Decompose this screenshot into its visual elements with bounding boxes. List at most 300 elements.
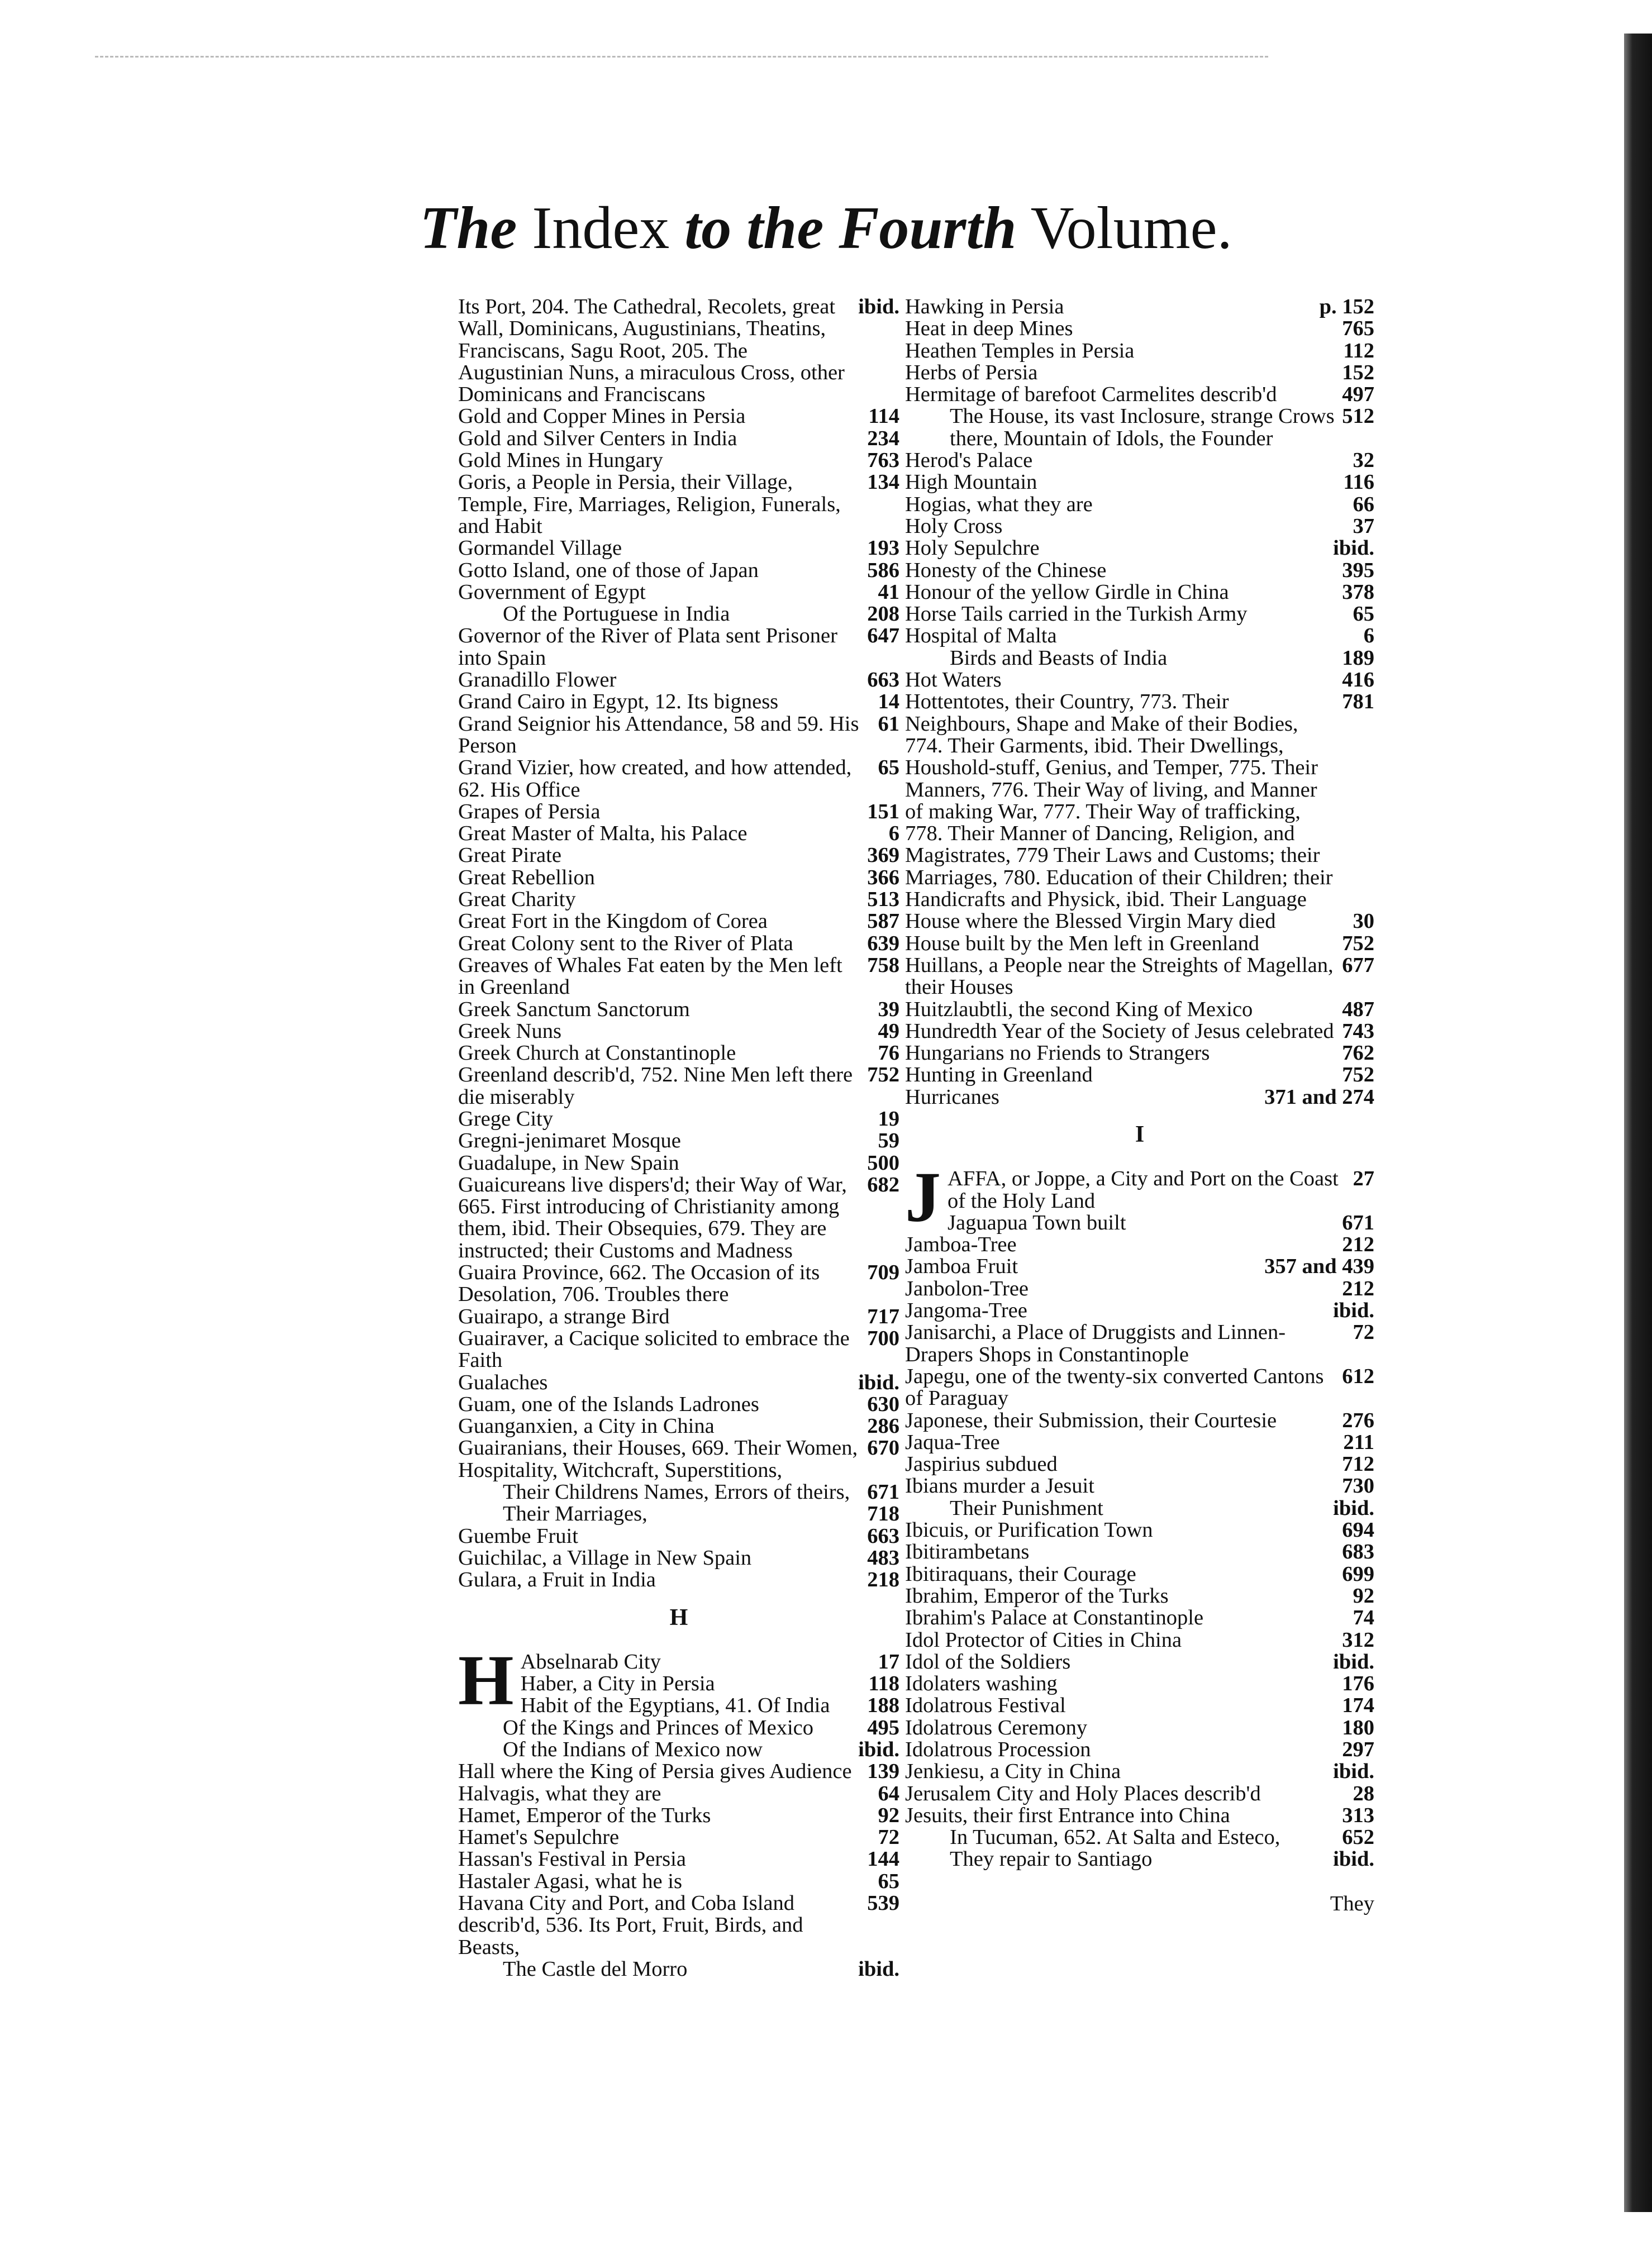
entry-page: ibid. bbox=[1333, 1847, 1374, 1871]
entry-text: Heat in deep Mines bbox=[905, 317, 1073, 341]
entry-page: 357 and 439 bbox=[1264, 1255, 1374, 1279]
index-entry bbox=[905, 560, 1374, 582]
entry-page: 276 bbox=[1342, 1408, 1374, 1432]
entry-text: Honesty of the Chinese bbox=[905, 558, 1107, 582]
index-entry bbox=[905, 1475, 1374, 1497]
entry-text: Honour of the yellow Girdle in China bbox=[905, 580, 1229, 604]
index-entry bbox=[458, 757, 899, 801]
entry-text: Idol of the Soldiers bbox=[905, 1650, 1071, 1674]
section-i bbox=[905, 1157, 1374, 1871]
index-entry bbox=[905, 471, 1374, 493]
index-entry bbox=[458, 1064, 899, 1108]
entry-page: 6 bbox=[888, 822, 899, 846]
entry-page: 483 bbox=[867, 1546, 899, 1570]
index-entry bbox=[905, 516, 1374, 537]
entry-page: 694 bbox=[1342, 1518, 1374, 1542]
index-entry bbox=[458, 999, 899, 1021]
index-entry bbox=[905, 1086, 1374, 1108]
entry-page: 663 bbox=[867, 1524, 899, 1548]
entry-text: Guichilac, a Village in New Spain bbox=[458, 1546, 752, 1570]
index-entry bbox=[905, 933, 1374, 955]
entry-text: Guembe Fruit bbox=[458, 1524, 578, 1548]
index-entry bbox=[905, 1585, 1374, 1607]
entry-text: Hall where the King of Persia gives Audience bbox=[458, 1760, 852, 1784]
index-entry bbox=[948, 1168, 1374, 1212]
entry-page: 14 bbox=[878, 690, 899, 714]
index-entry bbox=[905, 625, 1374, 647]
index-entry bbox=[905, 406, 1374, 450]
section-letter-i: I bbox=[1135, 1121, 1145, 1147]
entry-page: 369 bbox=[867, 843, 899, 868]
entry-text: Great Rebellion bbox=[458, 865, 595, 889]
entry-text: Goris, a People in Persia, their Village, Temple, Fire, Marriages, Religion, Funerals, and Habit bbox=[458, 470, 841, 538]
entry-page: 700 bbox=[867, 1326, 899, 1350]
entry-text: Guairapo, a strange Bird bbox=[458, 1304, 670, 1328]
index-entry bbox=[948, 1212, 1374, 1234]
entry-page: 752 bbox=[1342, 1063, 1374, 1087]
entry-text: Greaves of Whales Fat eaten by the Men left in Greenland bbox=[458, 953, 842, 999]
index-entry bbox=[521, 1673, 899, 1695]
entry-page: 500 bbox=[867, 1151, 899, 1175]
entry-text: Jaqua-Tree bbox=[905, 1430, 1000, 1454]
entry-text: Great Fort in the Kingdom of Corea bbox=[458, 909, 768, 933]
entry-text: High Mountain bbox=[905, 470, 1037, 494]
entry-page: 218 bbox=[867, 1568, 899, 1592]
index-entry bbox=[905, 1410, 1374, 1432]
right-entries bbox=[905, 296, 1374, 1108]
index-entry bbox=[458, 889, 899, 911]
entry-text: Idol Protector of Cities in China bbox=[905, 1628, 1182, 1652]
index-entry bbox=[905, 1607, 1374, 1629]
index-entry bbox=[905, 1453, 1374, 1475]
entry-text: Birds and Beasts of India bbox=[950, 646, 1168, 670]
entry-page: 65 bbox=[1353, 602, 1374, 626]
entry-text: Great Pirate bbox=[458, 843, 561, 868]
index-entry bbox=[458, 625, 899, 669]
entry-page: 151 bbox=[867, 799, 899, 823]
catchword: They bbox=[1330, 1891, 1374, 1915]
index-entry bbox=[905, 1541, 1374, 1563]
index-entry bbox=[905, 1827, 1374, 1848]
entry-text: Hastaler Agasi, what he is bbox=[458, 1869, 682, 1893]
entry-text: Jenkiesu, a City in China bbox=[905, 1760, 1121, 1784]
index-entry bbox=[905, 582, 1374, 603]
index-entry bbox=[905, 450, 1374, 471]
entry-page: 116 bbox=[1343, 470, 1374, 494]
entry-page: 495 bbox=[867, 1715, 899, 1739]
index-entry bbox=[905, 955, 1374, 999]
entry-page: 612 bbox=[1342, 1364, 1374, 1388]
entry-text: Jaguapua Town built bbox=[948, 1210, 1126, 1235]
entry-text: Ibrahim, Emperor of the Turks bbox=[905, 1584, 1169, 1608]
entry-text: Grand Cairo in Egypt, 12. Its bigness bbox=[458, 690, 779, 714]
entry-text: Janbolon-Tree bbox=[905, 1276, 1029, 1300]
entry-text: Grand Vizier, how created, and how attended, 62. His Office bbox=[458, 756, 852, 802]
entry-page: 174 bbox=[1342, 1694, 1374, 1718]
entry-text: Idolatrous Ceremony bbox=[905, 1715, 1088, 1739]
entry-page: ibid. bbox=[1333, 1650, 1374, 1674]
entry-page: 28 bbox=[1353, 1781, 1374, 1805]
entry-text: Hungarians no Friends to Strangers bbox=[905, 1041, 1210, 1065]
entry-text: The Castle del Morro bbox=[503, 1957, 688, 1981]
entry-text: Guanganxien, a City in China bbox=[458, 1414, 715, 1438]
entry-page: 66 bbox=[1353, 492, 1374, 516]
entry-text: Jamboa-Tree bbox=[905, 1233, 1017, 1257]
entry-text: Guam, one of the Islands Ladrones bbox=[458, 1392, 759, 1416]
entry-text: The House, its vast Inclosure, strange Crows there, Mountain of Idols, the Founder bbox=[950, 404, 1335, 450]
entry-text: Jangoma-Tree bbox=[905, 1299, 1027, 1323]
entry-page: 30 bbox=[1353, 909, 1374, 933]
entry-text: Horse Tails carried in the Turkish Army bbox=[905, 602, 1248, 626]
index-entry bbox=[905, 1695, 1374, 1717]
entry-page: 497 bbox=[1342, 383, 1374, 407]
entry-text: Gregni-jenimaret Mosque bbox=[458, 1129, 681, 1153]
entry-text: Hermitage of barefoot Carmelites describ'd bbox=[905, 383, 1277, 407]
entry-text: Gormandel Village bbox=[458, 536, 622, 560]
entry-page: 378 bbox=[1342, 580, 1374, 604]
index-entry bbox=[458, 1547, 899, 1569]
entry-page: 670 bbox=[867, 1436, 899, 1460]
entry-page: 512 bbox=[1342, 404, 1374, 428]
entry-page: 587 bbox=[867, 909, 899, 933]
entry-text: Guaira Province, 662. The Occasion of its Desolation, 706. Troubles there bbox=[458, 1261, 820, 1307]
entry-page: 17 bbox=[878, 1650, 899, 1674]
index-entry bbox=[905, 1783, 1374, 1805]
entry-text: Grand Seignior his Attendance, 58 and 59. His Person bbox=[458, 712, 859, 757]
entry-page: 743 bbox=[1342, 1019, 1374, 1043]
index-entry bbox=[458, 1481, 899, 1503]
title-word: Fourth bbox=[839, 195, 1017, 261]
entry-text: Hundredth Year of the Society of Jesus celebrated bbox=[905, 1019, 1334, 1043]
entry-page: 683 bbox=[1342, 1540, 1374, 1564]
index-entry bbox=[458, 1569, 899, 1591]
entry-page: 717 bbox=[867, 1304, 899, 1328]
entry-page: 297 bbox=[1342, 1738, 1374, 1761]
entry-page: 152 bbox=[1342, 360, 1374, 384]
entry-page: 539 bbox=[867, 1891, 899, 1915]
entry-page: 647 bbox=[867, 624, 899, 648]
entry-text: Idolatrous Procession bbox=[905, 1738, 1091, 1761]
entry-text: Idolaters washing bbox=[905, 1672, 1058, 1696]
index-entry bbox=[905, 384, 1374, 406]
index-entry bbox=[905, 1234, 1374, 1256]
index-entry bbox=[905, 318, 1374, 340]
entry-page: 72 bbox=[878, 1826, 899, 1850]
entry-page: ibid. bbox=[858, 1957, 899, 1981]
entry-text: Herod's Palace bbox=[905, 449, 1033, 473]
entry-text: Guairanians, their Houses, 669. Their Women, Hospitality, Witchcraft, Superstitions, bbox=[458, 1436, 858, 1482]
entry-page: 6 bbox=[1363, 624, 1374, 648]
page-title bbox=[0, 195, 1652, 261]
entry-text: Jerusalem City and Holy Places describ'd bbox=[905, 1781, 1261, 1805]
index-entry bbox=[905, 1848, 1374, 1870]
right-column bbox=[905, 296, 1374, 1915]
title-word: the bbox=[746, 195, 824, 261]
section-h bbox=[458, 1640, 899, 1981]
index-entry bbox=[458, 1503, 899, 1525]
entry-page: ibid. bbox=[1333, 536, 1374, 560]
entry-page: 671 bbox=[1342, 1210, 1374, 1235]
index-entry bbox=[458, 560, 899, 582]
index-entry bbox=[905, 1564, 1374, 1585]
entry-page: ibid. bbox=[1333, 1760, 1374, 1784]
entry-text: Halvagis, what they are bbox=[458, 1781, 661, 1805]
index-entry bbox=[458, 603, 899, 625]
index-entry bbox=[905, 1064, 1374, 1086]
entry-text: Great Colony sent to the River of Plata bbox=[458, 931, 793, 955]
index-entry bbox=[458, 845, 899, 866]
entry-page: 752 bbox=[867, 1063, 899, 1087]
entry-text: Their Childrens Names, Errors of theirs, bbox=[503, 1480, 850, 1504]
entry-text: Its Port, 204. The Cathedral, Recolets, great Wall, Dominicans, Augustinians, Theatins, Franciscans, Sagu Root, 205. The Augustinian Nuns, a miraculous Cross, other Dominicans and Franciscans bbox=[458, 295, 845, 407]
entry-text: Great Charity bbox=[458, 888, 576, 912]
entry-page: 765 bbox=[1342, 317, 1374, 341]
entry-text: Gualaches bbox=[458, 1370, 548, 1394]
index-entry bbox=[458, 1848, 899, 1870]
index-entry bbox=[458, 1437, 899, 1481]
entry-text: Of the Kings and Princes of Mexico bbox=[503, 1715, 813, 1739]
index-entry bbox=[905, 1673, 1374, 1695]
entry-page: 366 bbox=[867, 865, 899, 889]
index-entry bbox=[458, 1328, 899, 1372]
entry-text: Their Punishment bbox=[950, 1496, 1103, 1520]
entry-text: AFFA, or Joppe, a City and Port on the Coast of the Holy Land bbox=[948, 1167, 1339, 1213]
index-entry bbox=[458, 669, 899, 691]
left-entries bbox=[458, 296, 899, 1591]
index-entry bbox=[458, 933, 899, 955]
entry-text: Gold and Copper Mines in Persia bbox=[458, 404, 746, 428]
index-entry bbox=[458, 428, 899, 450]
entry-page: 286 bbox=[867, 1414, 899, 1438]
index-entry bbox=[458, 1021, 899, 1042]
entry-page: 139 bbox=[867, 1760, 899, 1784]
entry-page: 39 bbox=[878, 997, 899, 1021]
entry-page: 212 bbox=[1342, 1233, 1374, 1257]
index-entry bbox=[905, 362, 1374, 384]
index-entry bbox=[905, 1629, 1374, 1651]
entry-page: ibid. bbox=[858, 295, 899, 318]
entry-page: 730 bbox=[1342, 1474, 1374, 1498]
index-entry bbox=[905, 1761, 1374, 1782]
entry-page: 114 bbox=[868, 404, 899, 428]
index-entry bbox=[458, 1108, 899, 1130]
entry-text: Janisarchi, a Place of Druggists and Linnen-Drapers Shops in Constantinople bbox=[905, 1321, 1286, 1366]
entry-text: Heathen Temples in Persia bbox=[905, 339, 1135, 363]
entry-page: 74 bbox=[1353, 1606, 1374, 1630]
entry-page: 758 bbox=[867, 953, 899, 977]
entry-text: Hogias, what they are bbox=[905, 492, 1093, 516]
index-entry bbox=[458, 691, 899, 713]
index-entry bbox=[458, 1174, 899, 1262]
index-entry bbox=[458, 1805, 899, 1827]
entry-page: ibid. bbox=[858, 1738, 899, 1761]
entry-page: 762 bbox=[1342, 1041, 1374, 1065]
index-entry bbox=[905, 1739, 1374, 1761]
entry-text: Ibrahim's Palace at Constantinople bbox=[905, 1606, 1204, 1630]
entry-text: Granadillo Flower bbox=[458, 668, 617, 692]
index-entry bbox=[905, 1042, 1374, 1064]
index-entry bbox=[905, 999, 1374, 1021]
index-entry bbox=[458, 867, 899, 889]
entry-text: Herbs of Persia bbox=[905, 360, 1038, 384]
index-entry bbox=[458, 1761, 899, 1782]
index-entry bbox=[458, 471, 899, 537]
entry-page: 752 bbox=[1342, 931, 1374, 955]
index-entry bbox=[905, 1256, 1374, 1278]
entry-page: ibid. bbox=[1333, 1299, 1374, 1323]
entry-text: Guadalupe, in New Spain bbox=[458, 1151, 679, 1175]
index-entry bbox=[458, 1306, 899, 1328]
entry-page: 64 bbox=[878, 1781, 899, 1805]
entry-page: 586 bbox=[867, 558, 899, 582]
index-entry bbox=[458, 296, 899, 406]
entry-page: 395 bbox=[1342, 558, 1374, 582]
entry-text: Ibicuis, or Purification Town bbox=[905, 1518, 1153, 1542]
entry-page: 37 bbox=[1353, 514, 1374, 538]
entry-text: Abselnarab City bbox=[520, 1650, 661, 1674]
entry-text: Habit of the Egyptians, 41. Of India bbox=[520, 1694, 830, 1718]
index-entry bbox=[458, 1871, 899, 1893]
entry-text: Grege City bbox=[458, 1107, 553, 1131]
index-entry bbox=[458, 1042, 899, 1064]
index-entry bbox=[458, 1415, 899, 1437]
entry-page: 92 bbox=[1353, 1584, 1374, 1608]
entry-page: 211 bbox=[1343, 1430, 1374, 1454]
entry-page: 763 bbox=[867, 449, 899, 473]
entry-text: Hottentotes, their Country, 773. Their Neighbours, Shape and Make of their Bodies, 774. Their Garments, ibid. Their Dwellings, Houshold-stuff, Genius, and Temper, 775. Their Manners, 776. Their Way of living, and Manner of making War, 777. Their Way of trafficking, 778. Their Manner of Dancing, Religion, and Magistrates, 779 Their Laws and Customs; their Marriages, 780. Education of their Children; their Handicrafts and Physick, ibid. Their Language bbox=[905, 690, 1333, 912]
entry-text: Hamet's Sepulchre bbox=[458, 1826, 620, 1850]
entry-page: 19 bbox=[878, 1107, 899, 1131]
index-entry bbox=[905, 1300, 1374, 1322]
index-entry bbox=[905, 1717, 1374, 1739]
entry-text: Greek Sanctum Sanctorum bbox=[458, 997, 690, 1021]
entry-text: Hunting in Greenland bbox=[905, 1063, 1093, 1087]
entry-page: 92 bbox=[878, 1803, 899, 1827]
index-entry bbox=[458, 713, 899, 757]
index-entry bbox=[458, 450, 899, 471]
entry-page: 630 bbox=[867, 1392, 899, 1416]
dropcap-h: H bbox=[458, 1640, 514, 1720]
entry-page: 72 bbox=[1353, 1321, 1374, 1345]
index-entry bbox=[905, 647, 1374, 669]
entry-page: 234 bbox=[867, 426, 899, 450]
entry-text: Holy Cross bbox=[905, 514, 1003, 538]
entry-text: Hassan's Festival in Persia bbox=[458, 1847, 686, 1871]
entry-text: Japonese, their Submission, their Courtesie bbox=[905, 1408, 1277, 1432]
index-entry bbox=[458, 1262, 899, 1306]
entry-page: 49 bbox=[878, 1019, 899, 1043]
entry-page: ibid. bbox=[1333, 1496, 1374, 1520]
entry-text: Of the Indians of Mexico now bbox=[503, 1738, 763, 1761]
index-entry bbox=[905, 1366, 1374, 1410]
index-entry bbox=[905, 494, 1374, 516]
index-entry bbox=[521, 1695, 899, 1717]
index-entry bbox=[905, 1498, 1374, 1519]
entry-text: Huitzlaubtli, the second King of Mexico bbox=[905, 997, 1253, 1021]
entry-text: Great Master of Malta, his Palace bbox=[458, 822, 748, 846]
index-entry bbox=[458, 1783, 899, 1805]
entry-text: Gotto Island, one of those of Japan bbox=[458, 558, 759, 582]
entry-page: 118 bbox=[868, 1672, 899, 1696]
index-entry bbox=[905, 691, 1374, 911]
scan-edge-shadow bbox=[1624, 34, 1652, 2212]
entry-text: Huillans, a People near the Streights of Magellan, their Houses bbox=[905, 953, 1334, 999]
entry-text: Japegu, one of the twenty-six converted Cantons of Paraguay bbox=[905, 1364, 1324, 1410]
index-entry bbox=[905, 911, 1374, 932]
entry-page: 416 bbox=[1342, 668, 1374, 692]
entry-text: Hawking in Persia bbox=[905, 295, 1064, 318]
entry-text: Ibitirambetans bbox=[905, 1540, 1030, 1564]
index-entry bbox=[905, 1651, 1374, 1673]
index-entry bbox=[905, 537, 1374, 559]
entry-text: Government of Egypt bbox=[458, 580, 646, 604]
entry-page: 663 bbox=[867, 668, 899, 692]
entry-text: House built by the Men left in Greenland bbox=[905, 931, 1260, 955]
title-word: Index bbox=[532, 195, 670, 261]
entry-page: 65 bbox=[878, 756, 899, 780]
entry-page: 180 bbox=[1342, 1715, 1374, 1739]
entry-page: 61 bbox=[878, 712, 899, 736]
index-entry bbox=[905, 1805, 1374, 1827]
entry-text: In Tucuman, 652. At Salta and Esteco, bbox=[950, 1826, 1280, 1850]
entry-page: 212 bbox=[1342, 1276, 1374, 1300]
index-entry bbox=[905, 340, 1374, 362]
entry-page: 112 bbox=[1343, 339, 1374, 363]
index-entry bbox=[458, 406, 899, 427]
entry-page: 41 bbox=[878, 580, 899, 604]
entry-text: Greenland describ'd, 752. Nine Men left there die miserably bbox=[458, 1063, 853, 1109]
entry-page: 32 bbox=[1353, 449, 1374, 473]
entry-page: 189 bbox=[1342, 646, 1374, 670]
entry-text: Ibitiraquans, their Courage bbox=[905, 1562, 1136, 1586]
index-entry bbox=[458, 1130, 899, 1152]
entry-page: 193 bbox=[867, 536, 899, 560]
title-word: Volume. bbox=[1030, 195, 1232, 261]
entry-page: 487 bbox=[1342, 997, 1374, 1021]
index-entry bbox=[458, 823, 899, 845]
index-entry bbox=[905, 1278, 1374, 1300]
h-entries bbox=[458, 1640, 899, 1981]
entry-text: Havana City and Port, and Coba Island describ'd, 536. Its Port, Fruit, Birds, and Beasts, bbox=[458, 1891, 803, 1959]
title-word: The bbox=[420, 195, 517, 261]
entry-text: Guairaver, a Cacique solicited to embrace the Faith bbox=[458, 1326, 850, 1372]
entry-text: Greek Church at Constantinople bbox=[458, 1041, 736, 1065]
entry-page: 371 and 274 bbox=[1264, 1085, 1374, 1109]
entry-page: 59 bbox=[878, 1129, 899, 1153]
entry-text: They repair to Santiago bbox=[950, 1847, 1153, 1871]
i-entries bbox=[905, 1157, 1374, 1871]
index-entry bbox=[458, 1717, 899, 1739]
entry-text: Governor of the River of Plata sent Prisoner into Spain bbox=[458, 624, 837, 670]
entry-page: 134 bbox=[867, 470, 899, 494]
index-entry bbox=[458, 1893, 899, 1958]
entry-page: 671 bbox=[867, 1480, 899, 1504]
index-entry bbox=[458, 537, 899, 559]
entry-text: Idolatrous Festival bbox=[905, 1694, 1066, 1718]
index-entry bbox=[905, 296, 1374, 318]
title-word: to bbox=[684, 195, 732, 261]
index-entry bbox=[458, 1372, 899, 1394]
index-entry bbox=[458, 1958, 899, 1980]
entry-text: Hamet, Emperor of the Turks bbox=[458, 1803, 711, 1827]
index-entry bbox=[458, 911, 899, 932]
entry-text: Jamboa Fruit bbox=[905, 1255, 1018, 1279]
dropcap-j: J bbox=[905, 1157, 941, 1237]
section-letter-h: H bbox=[669, 1604, 688, 1631]
entry-page: 65 bbox=[878, 1869, 899, 1893]
index-entry bbox=[458, 1152, 899, 1174]
entry-text: Of the Portuguese in India bbox=[503, 602, 730, 626]
